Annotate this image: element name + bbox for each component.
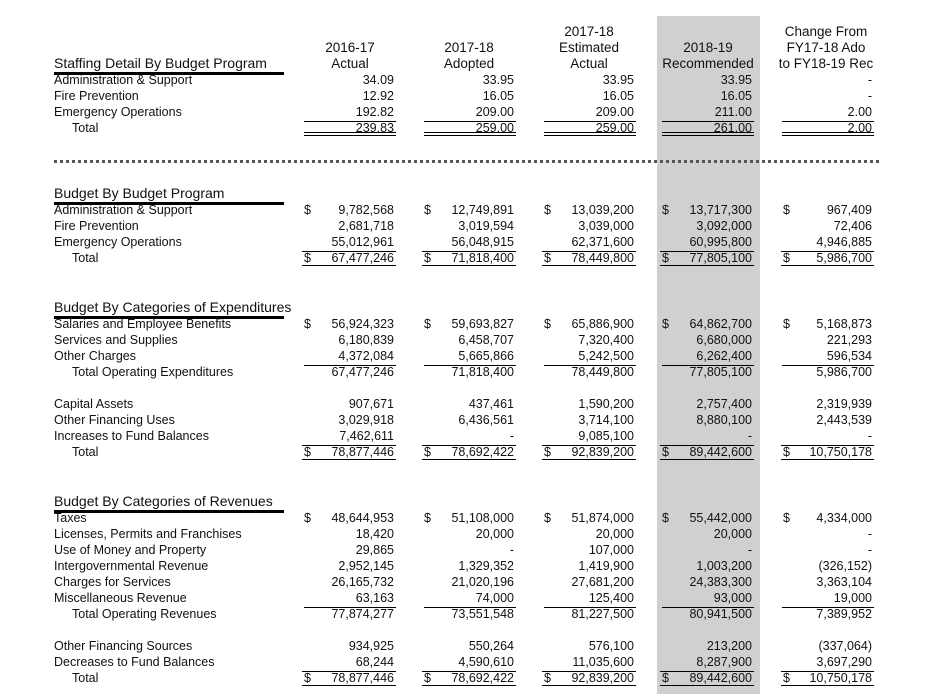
- section-title: Budget By Categories of Revenues: [54, 493, 273, 509]
- value-cell: 65,886,900: [571, 317, 634, 331]
- value-cell: 11,035,600: [572, 655, 634, 669]
- total-rule-bottom: [660, 685, 754, 686]
- total-rule-top: [662, 365, 754, 366]
- value-cell: 33.95: [482, 73, 514, 87]
- row-label: Increases to Fund Balances: [54, 429, 209, 443]
- value-cell: 2,952,145: [338, 559, 394, 573]
- value-cell: 89,442,600: [689, 671, 752, 685]
- total-rule-top: [424, 121, 516, 122]
- value-cell: 13,039,200: [571, 203, 634, 217]
- value-cell: 6,436,561: [458, 413, 514, 427]
- value-cell: 8,880,100: [696, 413, 752, 427]
- total-rule-top: [542, 445, 636, 446]
- section-title: Staffing Detail By Budget Program: [54, 55, 267, 71]
- value-cell: 21,020,196: [451, 575, 514, 589]
- value-cell: 211.00: [714, 105, 752, 119]
- value-cell: -: [867, 73, 872, 87]
- value-cell: 192.82: [355, 105, 394, 119]
- value-cell: -: [867, 543, 872, 557]
- row-label: Fire Prevention: [54, 89, 139, 103]
- column-header-line: Recommended: [662, 56, 754, 71]
- value-cell: 92,839,200: [571, 445, 634, 459]
- value-cell: 3,697,290: [816, 655, 872, 669]
- value-cell: 10,750,178: [809, 671, 872, 685]
- currency-sign: $: [662, 203, 669, 217]
- value-cell: 261.00: [713, 121, 752, 135]
- currency-sign: $: [662, 251, 669, 265]
- value-cell: -: [509, 429, 514, 443]
- value-cell: 20,000: [475, 527, 514, 541]
- total-rule-double: [544, 132, 636, 133]
- row-label: Charges for Services: [54, 575, 171, 589]
- currency-sign: $: [424, 511, 431, 525]
- value-cell: 73,551,548: [451, 607, 514, 621]
- value-cell: 2,443,539: [816, 413, 872, 427]
- currency-sign: $: [662, 317, 669, 331]
- total-rule-bottom: [662, 135, 754, 136]
- value-cell: 1,419,900: [578, 559, 634, 573]
- value-cell: 77,805,100: [689, 365, 752, 379]
- total-rule-top: [662, 121, 754, 122]
- currency-sign: $: [544, 671, 551, 685]
- row-label: Administration & Support: [54, 203, 193, 217]
- value-cell: 78,449,800: [571, 365, 634, 379]
- value-cell: 213,200: [706, 639, 752, 653]
- row-label: Salaries and Employee Benefits: [54, 317, 232, 331]
- value-cell: 3,019,594: [458, 219, 514, 233]
- currency-sign: $: [424, 445, 431, 459]
- currency-sign: $: [424, 317, 431, 331]
- total-rule-bottom: [542, 459, 636, 460]
- section-title-underline: [54, 510, 284, 513]
- total-rule-top: [302, 671, 396, 672]
- value-cell: 9,085,100: [578, 429, 634, 443]
- row-label: Taxes: [54, 511, 87, 525]
- value-cell: 13,717,300: [689, 203, 752, 217]
- total-rule-top: [304, 365, 396, 366]
- row-label: Fire Prevention: [54, 219, 139, 233]
- value-cell: 27,681,200: [571, 575, 634, 589]
- value-cell: 10,750,178: [809, 445, 872, 459]
- currency-sign: $: [544, 317, 551, 331]
- value-cell: 6,262,400: [696, 349, 752, 363]
- column-header-line: Actual: [331, 56, 369, 71]
- value-cell: 60,995,800: [689, 235, 752, 249]
- value-cell: 16.05: [602, 89, 634, 103]
- value-cell: -: [867, 89, 872, 103]
- value-cell: 576,100: [588, 639, 634, 653]
- row-label: Other Financing Sources: [54, 639, 193, 653]
- section-divider: [54, 160, 879, 163]
- total-rule-top: [660, 251, 754, 252]
- total-rule-bottom: [422, 685, 516, 686]
- total-rule-top: [544, 365, 636, 366]
- total-rule-top: [302, 445, 396, 446]
- value-cell: 59,693,827: [451, 317, 514, 331]
- value-cell: -: [867, 527, 872, 541]
- column-header-line: 2016-17: [325, 40, 375, 55]
- total-rule-top: [782, 121, 874, 122]
- value-cell: 239.83: [355, 121, 394, 135]
- total-rule-top: [304, 121, 396, 122]
- total-rule-bottom: [422, 459, 516, 460]
- value-cell: 26,165,732: [331, 575, 394, 589]
- value-cell: 19,000: [833, 591, 872, 605]
- value-cell: 3,029,918: [338, 413, 394, 427]
- row-label: Licenses, Permits and Franchises: [54, 527, 242, 541]
- column-header-line: 2017-18: [444, 40, 494, 55]
- total-row-label: Total: [72, 121, 99, 135]
- currency-sign: $: [304, 671, 311, 685]
- total-rule-bottom: [424, 135, 516, 136]
- column-header-line: 2018-19: [683, 40, 733, 55]
- section-title: Budget By Categories of Expenditures: [54, 299, 292, 315]
- value-cell: 78,692,422: [451, 445, 514, 459]
- currency-sign: $: [783, 511, 790, 525]
- currency-sign: $: [544, 445, 551, 459]
- total-rule-bottom: [302, 685, 396, 686]
- currency-sign: $: [424, 251, 431, 265]
- value-cell: 3,714,100: [578, 413, 634, 427]
- total-rule-top: [781, 671, 874, 672]
- value-cell: 51,108,000: [451, 511, 514, 525]
- total-rule-bottom: [782, 135, 874, 136]
- value-cell: 92,839,200: [571, 671, 634, 685]
- total-rule-top: [542, 251, 636, 252]
- currency-sign: $: [544, 511, 551, 525]
- value-cell: 12,749,891: [451, 203, 514, 217]
- value-cell: 6,680,000: [696, 333, 752, 347]
- value-cell: -: [747, 429, 752, 443]
- value-cell: 9,782,568: [338, 203, 394, 217]
- row-label: Total Operating Expenditures: [72, 365, 234, 379]
- value-cell: 259.00: [475, 121, 514, 135]
- total-rule-bottom: [781, 265, 874, 266]
- value-cell: 8,287,900: [696, 655, 752, 669]
- value-cell: 71,818,400: [451, 251, 514, 265]
- value-cell: 437,461: [468, 397, 514, 411]
- value-cell: 209.00: [595, 105, 634, 119]
- total-rule-top: [544, 121, 636, 122]
- total-rule-bottom: [660, 265, 754, 266]
- value-cell: 5,242,500: [578, 349, 634, 363]
- total-row-label: Total: [72, 671, 99, 685]
- total-rule-bottom: [660, 459, 754, 460]
- value-cell: 18,420: [355, 527, 394, 541]
- column-header-line: to FY18-19 Rec: [778, 56, 874, 71]
- currency-sign: $: [783, 203, 790, 217]
- value-cell: 596,534: [826, 349, 872, 363]
- total-rule-bottom: [781, 685, 874, 686]
- value-cell: 550,264: [468, 639, 514, 653]
- value-cell: 2.00: [847, 105, 872, 119]
- value-cell: 62,371,600: [571, 235, 634, 249]
- total-rule-bottom: [304, 135, 396, 136]
- row-label: Administration & Support: [54, 73, 193, 87]
- value-cell: 1,003,200: [696, 559, 752, 573]
- currency-sign: $: [783, 671, 790, 685]
- column-header-line: FY17-18 Ado: [786, 40, 866, 55]
- total-rule-top: [422, 445, 516, 446]
- total-rule-bottom: [544, 135, 636, 136]
- value-cell: 934,925: [348, 639, 394, 653]
- value-cell: 78,877,446: [331, 671, 394, 685]
- value-cell: 209.00: [475, 105, 514, 119]
- total-rule-top: [304, 607, 396, 608]
- currency-sign: $: [304, 317, 311, 331]
- value-cell: 4,590,610: [458, 655, 514, 669]
- currency-sign: $: [304, 445, 311, 459]
- value-cell: 64,862,700: [689, 317, 752, 331]
- value-cell: 71,818,400: [451, 365, 514, 379]
- currency-sign: $: [662, 445, 669, 459]
- currency-sign: $: [544, 203, 551, 217]
- total-rule-top: [422, 251, 516, 252]
- value-cell: 6,180,839: [338, 333, 394, 347]
- currency-sign: $: [662, 671, 669, 685]
- value-cell: 7,462,611: [339, 429, 394, 443]
- column-header-line: Adopted: [443, 56, 495, 71]
- currency-sign: $: [783, 251, 790, 265]
- total-rule-top: [542, 671, 636, 672]
- total-rule-bottom: [302, 459, 396, 460]
- row-label: Emergency Operations: [54, 105, 182, 119]
- value-cell: 67,477,246: [331, 251, 394, 265]
- total-rule-double: [304, 132, 396, 133]
- currency-sign: $: [424, 203, 431, 217]
- value-cell: -: [747, 543, 752, 557]
- value-cell: 56,924,323: [331, 317, 394, 331]
- total-rule-top: [660, 445, 754, 446]
- value-cell: 67,477,246: [331, 365, 394, 379]
- value-cell: 78,692,422: [451, 671, 514, 685]
- total-rule-double: [424, 132, 516, 133]
- value-cell: 81,227,500: [571, 607, 634, 621]
- value-cell: 16.05: [482, 89, 514, 103]
- section-title: Budget By Budget Program: [54, 185, 225, 201]
- total-rule-top: [422, 671, 516, 672]
- row-label: Services and Supplies: [54, 333, 178, 347]
- value-cell: 24,383,300: [689, 575, 752, 589]
- value-cell: 5,168,873: [816, 317, 872, 331]
- value-cell: 2,681,718: [338, 219, 394, 233]
- currency-sign: $: [783, 317, 790, 331]
- value-cell: 77,874,277: [331, 607, 394, 621]
- row-label: Other Financing Uses: [54, 413, 175, 427]
- value-cell: 78,877,446: [331, 445, 394, 459]
- value-cell: 80,941,500: [689, 607, 752, 621]
- total-rule-bottom: [422, 265, 516, 266]
- value-cell: 5,986,700: [816, 251, 872, 265]
- row-label: Capital Assets: [54, 397, 134, 411]
- total-rule-bottom: [781, 459, 874, 460]
- column-header-line: Actual: [570, 56, 608, 71]
- value-cell: 7,389,952: [816, 607, 872, 621]
- value-cell: 89,442,600: [689, 445, 752, 459]
- value-cell: 107,000: [588, 543, 634, 557]
- total-rule-double: [782, 132, 874, 133]
- currency-sign: $: [783, 445, 790, 459]
- row-label: Emergency Operations: [54, 235, 182, 249]
- value-cell: 48,644,953: [331, 511, 394, 525]
- column-header-line: Change From: [784, 24, 868, 39]
- total-rule-bottom: [542, 265, 636, 266]
- currency-sign: $: [304, 511, 311, 525]
- value-cell: 5,986,700: [816, 365, 872, 379]
- value-cell: 1,329,352: [458, 559, 514, 573]
- value-cell: 20,000: [595, 527, 634, 541]
- value-cell: 29,865: [355, 543, 394, 557]
- value-cell: 5,665,866: [458, 349, 514, 363]
- row-label: Miscellaneous Revenue: [54, 591, 187, 605]
- total-rule-top: [782, 607, 874, 608]
- currency-sign: $: [304, 251, 311, 265]
- currency-sign: $: [304, 203, 311, 217]
- value-cell: 78,449,800: [571, 251, 634, 265]
- total-rule-bottom: [542, 685, 636, 686]
- value-cell: 967,409: [826, 203, 872, 217]
- value-cell: 1,590,200: [578, 397, 634, 411]
- value-cell: 6,458,707: [458, 333, 514, 347]
- value-cell: 4,372,084: [338, 349, 394, 363]
- total-rule-top: [544, 607, 636, 608]
- value-cell: 4,334,000: [816, 511, 872, 525]
- row-label: Other Charges: [54, 349, 136, 363]
- currency-sign: $: [544, 251, 551, 265]
- value-cell: 259.00: [595, 121, 634, 135]
- value-cell: (326,152): [818, 559, 872, 573]
- total-rule-top: [302, 251, 396, 252]
- value-cell: 33.95: [602, 73, 634, 87]
- value-cell: 56,048,915: [451, 235, 514, 249]
- value-cell: 2,319,939: [816, 397, 872, 411]
- value-cell: 3,092,000: [696, 219, 752, 233]
- value-cell: 33.95: [720, 73, 752, 87]
- value-cell: 16.05: [720, 89, 752, 103]
- total-rule-top: [782, 365, 874, 366]
- currency-sign: $: [662, 511, 669, 525]
- currency-sign: $: [424, 671, 431, 685]
- value-cell: 7,320,400: [578, 333, 634, 347]
- row-label: Total Operating Revenues: [72, 607, 217, 621]
- column-header-line: Estimated: [558, 40, 620, 55]
- value-cell: 3,039,000: [578, 219, 634, 233]
- value-cell: 72,406: [833, 219, 872, 233]
- value-cell: 12.92: [362, 89, 394, 103]
- value-cell: -: [509, 543, 514, 557]
- total-rule-double: [662, 132, 754, 133]
- value-cell: 93,000: [713, 591, 752, 605]
- value-cell: 125,400: [588, 591, 634, 605]
- total-row-label: Total: [72, 251, 99, 265]
- total-rule-bottom: [302, 265, 396, 266]
- value-cell: 77,805,100: [689, 251, 752, 265]
- value-cell: 34.09: [362, 73, 394, 87]
- total-row-label: Total: [72, 445, 99, 459]
- value-cell: (337,064): [818, 639, 872, 653]
- value-cell: 2,757,400: [696, 397, 752, 411]
- row-label: Use of Money and Property: [54, 543, 207, 557]
- value-cell: -: [867, 429, 872, 443]
- total-rule-top: [424, 607, 516, 608]
- value-cell: 3,363,104: [816, 575, 872, 589]
- total-rule-top: [424, 365, 516, 366]
- total-rule-top: [781, 251, 874, 252]
- value-cell: 55,442,000: [689, 511, 752, 525]
- value-cell: 63,163: [355, 591, 394, 605]
- value-cell: 4,946,885: [816, 235, 872, 249]
- row-label: Decreases to Fund Balances: [54, 655, 215, 669]
- row-label: Intergovernmental Revenue: [54, 559, 209, 573]
- value-cell: 20,000: [713, 527, 752, 541]
- value-cell: 2.00: [847, 121, 872, 135]
- total-rule-top: [662, 607, 754, 608]
- value-cell: 68,244: [355, 655, 394, 669]
- column-header-line: 2017-18: [564, 24, 614, 39]
- value-cell: 221,293: [826, 333, 872, 347]
- value-cell: 74,000: [475, 591, 514, 605]
- value-cell: 907,671: [348, 397, 394, 411]
- total-rule-top: [660, 671, 754, 672]
- value-cell: 51,874,000: [571, 511, 634, 525]
- value-cell: 55,012,961: [331, 235, 394, 249]
- total-rule-top: [781, 445, 874, 446]
